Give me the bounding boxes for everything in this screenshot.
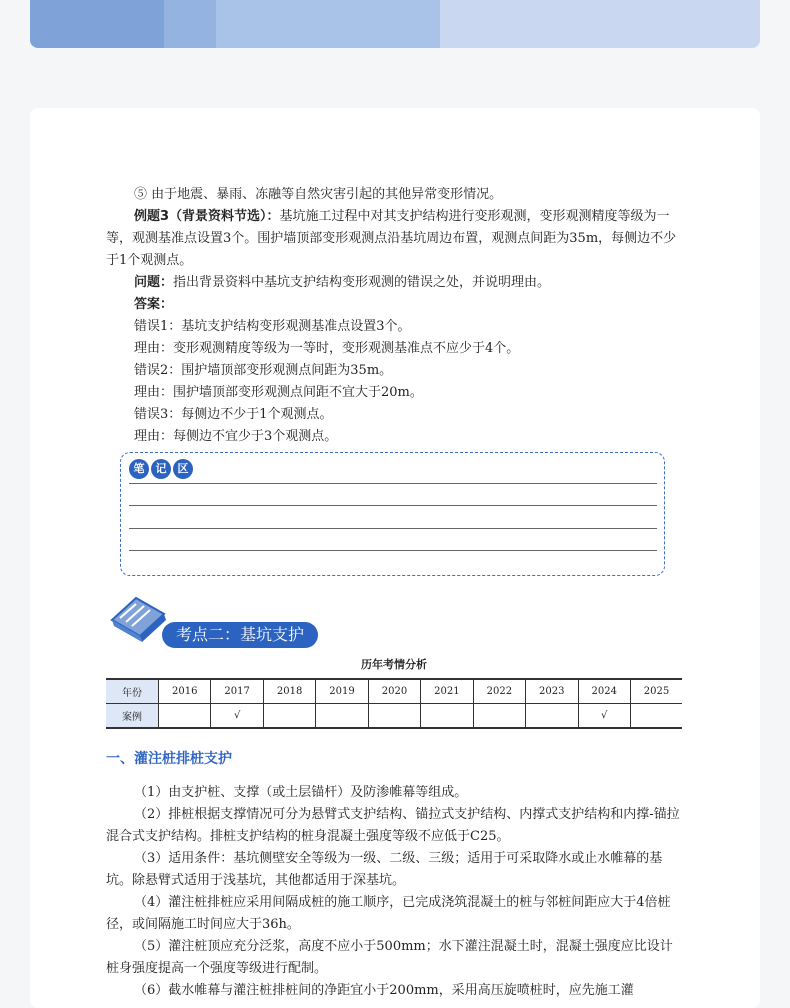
table-cell [316,704,368,729]
notes-tag: 区 [173,459,193,479]
example-label: 例题3（背景资料节选）： [134,209,280,224]
table-cell: √ [578,704,630,729]
answer-label: 答案： [134,297,174,312]
paragraph: （2）排桩根据支撑情况可分为悬臂式支护结构、锚拉式支护结构、内撑式支护结构和内撑-锚拉混合式支护结构。排桩支护结构的桩身混凝土强度等级不应低于C25。 [106,807,680,844]
answer-line: 理由：围护墙顶部变形观测点间距不宜大于20m。 [134,385,423,400]
section-text [106,782,684,1002]
table-cell: 2020 [368,679,420,704]
table-cell [630,704,682,729]
header-segment [164,0,216,48]
example-paragraph [106,206,684,272]
question-paragraph [106,272,684,294]
table-cell [526,704,578,729]
table-cell [473,704,525,729]
notes-tag: 笔 [129,459,149,479]
table-cell: √ [211,704,263,729]
paragraph: （6）截水帷幕与灌注桩排桩间的净距宜小于200mm，采用高压旋喷桩时，应先施工灌 [134,983,634,998]
table-row-header: 年份 [106,679,159,704]
note-line [129,483,657,484]
paragraph: （5）灌注桩顶应充分泛浆，高度不应小于500mm；水下灌注混凝土时，混凝土强度应比设计桩身强度提高一个强度等级进行配制。 [106,939,673,976]
paragraph: （4）灌注桩排桩应采用间隔成桩的施工顺序，已完成浇筑混凝土的桩与邻桩间距应大于4倍桩径，或间隔施工时间应大于36h。 [106,895,671,932]
table-cell: 2016 [159,679,211,704]
table-cell: 2017 [211,679,263,704]
answer-line: 理由：每侧边不宜少于3个观测点。 [134,429,338,444]
header-band [30,0,760,48]
question-text: 指出背景资料中基坑支护结构变形观测的错误之处，并说明理由。 [173,275,551,290]
table-cell: 2025 [630,679,682,704]
example-text: 基坑施工过程中对其支护结构进行变形观测，变形观测精度等级为一等，观测基准点设置3个。围护墙顶部变形观测点沿基坑周边布置，观测点间距为35m，每侧边不少于1个观测点。 [106,209,677,268]
subsection-title: 一、灌注桩排桩支护 [106,751,232,767]
table-cell: 2018 [263,679,315,704]
table-cell [368,704,420,729]
table-row [106,679,682,704]
paragraph: （1）由支护桩、支撑（或土层锚杆）及防渗帷幕等组成。 [134,785,468,800]
answer-line: 错误1：基坑支护结构变形观测基准点设置3个。 [134,319,411,334]
table-title: 历年考情分析 [361,658,427,671]
table-cell [263,704,315,729]
table-row-header: 案例 [106,704,159,729]
header-segment [30,0,164,48]
table-cell [159,704,211,729]
table-cell: 2019 [316,679,368,704]
header-segment [440,0,760,48]
text-line: ⑤ 由于地震、暴雨、冻融等自然灾害引起的其他异常变形情况。 [134,187,503,202]
question-label: 问题： [134,275,174,290]
table-cell: 2024 [578,679,630,704]
page-sheet [30,108,760,1008]
main-text [106,184,684,448]
note-line [129,528,657,529]
header-segment [216,0,440,48]
notes-tag: 记 [151,459,171,479]
answer-line: 理由：变形观测精度等级为一等时，变形观测基准点不应少于4个。 [134,341,520,356]
table-cell [421,704,473,729]
section-title: 考点二：基坑支护 [162,622,318,648]
notes-box [120,452,665,576]
note-line [129,550,657,551]
table-cell: 2022 [473,679,525,704]
answer-line: 错误2：围护墙顶部变形观测点间距为35m。 [134,363,393,378]
answer-line: 错误3：每侧边不少于1个观测点。 [134,407,333,422]
exam-table [106,678,682,729]
table-cell: 2023 [526,679,578,704]
notes-tags [129,459,193,479]
table-row [106,704,682,729]
paragraph: （3）适用条件：基坑侧壁安全等级为一级、二级、三级；适用于可采取降水或止水帷幕的基坑。除悬臂式适用于浅基坑，其他都适用于深基坑。 [106,851,663,888]
note-line [129,505,657,506]
table-cell: 2021 [421,679,473,704]
